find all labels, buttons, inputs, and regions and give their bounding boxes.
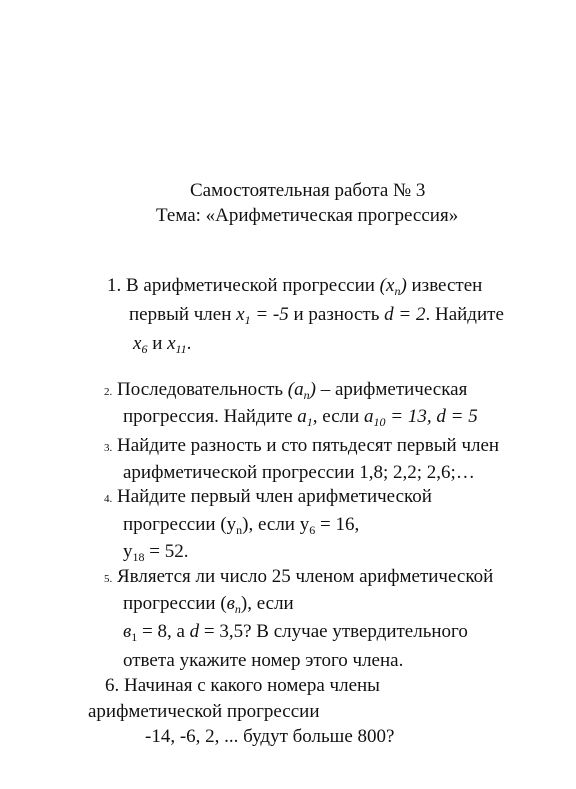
task-2-a10: $a_{10} = 13$, d = 5 (364, 406, 478, 429)
task-6-line-2: арифметической прогрессии (88, 701, 320, 722)
task-3-number: 3. (104, 442, 113, 454)
task-4-number: 4. (104, 493, 113, 505)
task-1-seq: $(x_n)$ (379, 275, 407, 298)
worksheet-title: Самостоятельная работа № 3 (190, 180, 426, 201)
task-4-line-2: прогрессии $(y_n)$, если $y_6 = 16$, (123, 514, 360, 537)
task-5-b1: в (123, 621, 132, 642)
task-3-line-1: 3. Найдите разность и сто пятьдесят первый член (104, 435, 500, 456)
task-2-seq: $(a_n)$ (287, 379, 316, 402)
task-5-d: d (189, 621, 200, 642)
task-1-line-1: 1. В арифметической прогрессии $(x_n)$ известен (107, 275, 483, 298)
task-2-line-1: 2. Последовательность $(a_n)$ – арифметическая (104, 379, 468, 402)
task-1-x11: $x_{11}$ (167, 333, 187, 356)
task-6-number: 6. (105, 675, 120, 696)
task-5-line-1: 5. Является ли число 25 членом арифметической (104, 566, 494, 587)
task-5-number: 5. (104, 573, 113, 585)
task-4-line-3: $y_{18} = 52$. (123, 541, 189, 564)
task-5-line-4: ответа укажите номер этого члена. (123, 650, 404, 671)
task-1-line-3: $x_6$ и $x_{11}$. (133, 333, 192, 356)
task-4-line-1: 4. Найдите первый член арифметической (104, 486, 432, 507)
task-1-line-2: первый член $x_1 = -5$ и разность d = 2. Найдите (129, 304, 504, 327)
task-1-d: d = 2 (384, 304, 426, 325)
task-5-line-2: прогрессии $(в_n)$, если (123, 593, 294, 616)
task-2-a1: $a_1$ (297, 406, 313, 429)
task-3-line-2: арифметической прогрессии 1,8; 2,2; 2,6;… (123, 462, 475, 483)
task-2-line-2: прогрессия. Найдите $a_1$, если $a_{10} = 13$, d = 5 (123, 406, 478, 429)
worksheet-topic: Тема: «Арифметическая прогрессия» (156, 205, 459, 226)
task-5-seq: $в_n$ (226, 593, 241, 616)
task-6-line-1: 6. Начиная с какого номера члены (105, 675, 380, 696)
task-5-line-3: $в_1 = 8$, а d = 3,5? В случае утвердительного (123, 621, 468, 644)
task-6-line-3: -14, -6, 2, ... будут больше 800? (145, 726, 395, 747)
task-2-number: 2. (104, 386, 113, 398)
task-1-x1: $x_1 = -5$ (236, 304, 289, 327)
task-1-x6: $x_6$ (133, 333, 148, 356)
task-1-text: В арифметической прогрессии (126, 275, 380, 296)
task-1-number: 1. (107, 275, 122, 296)
